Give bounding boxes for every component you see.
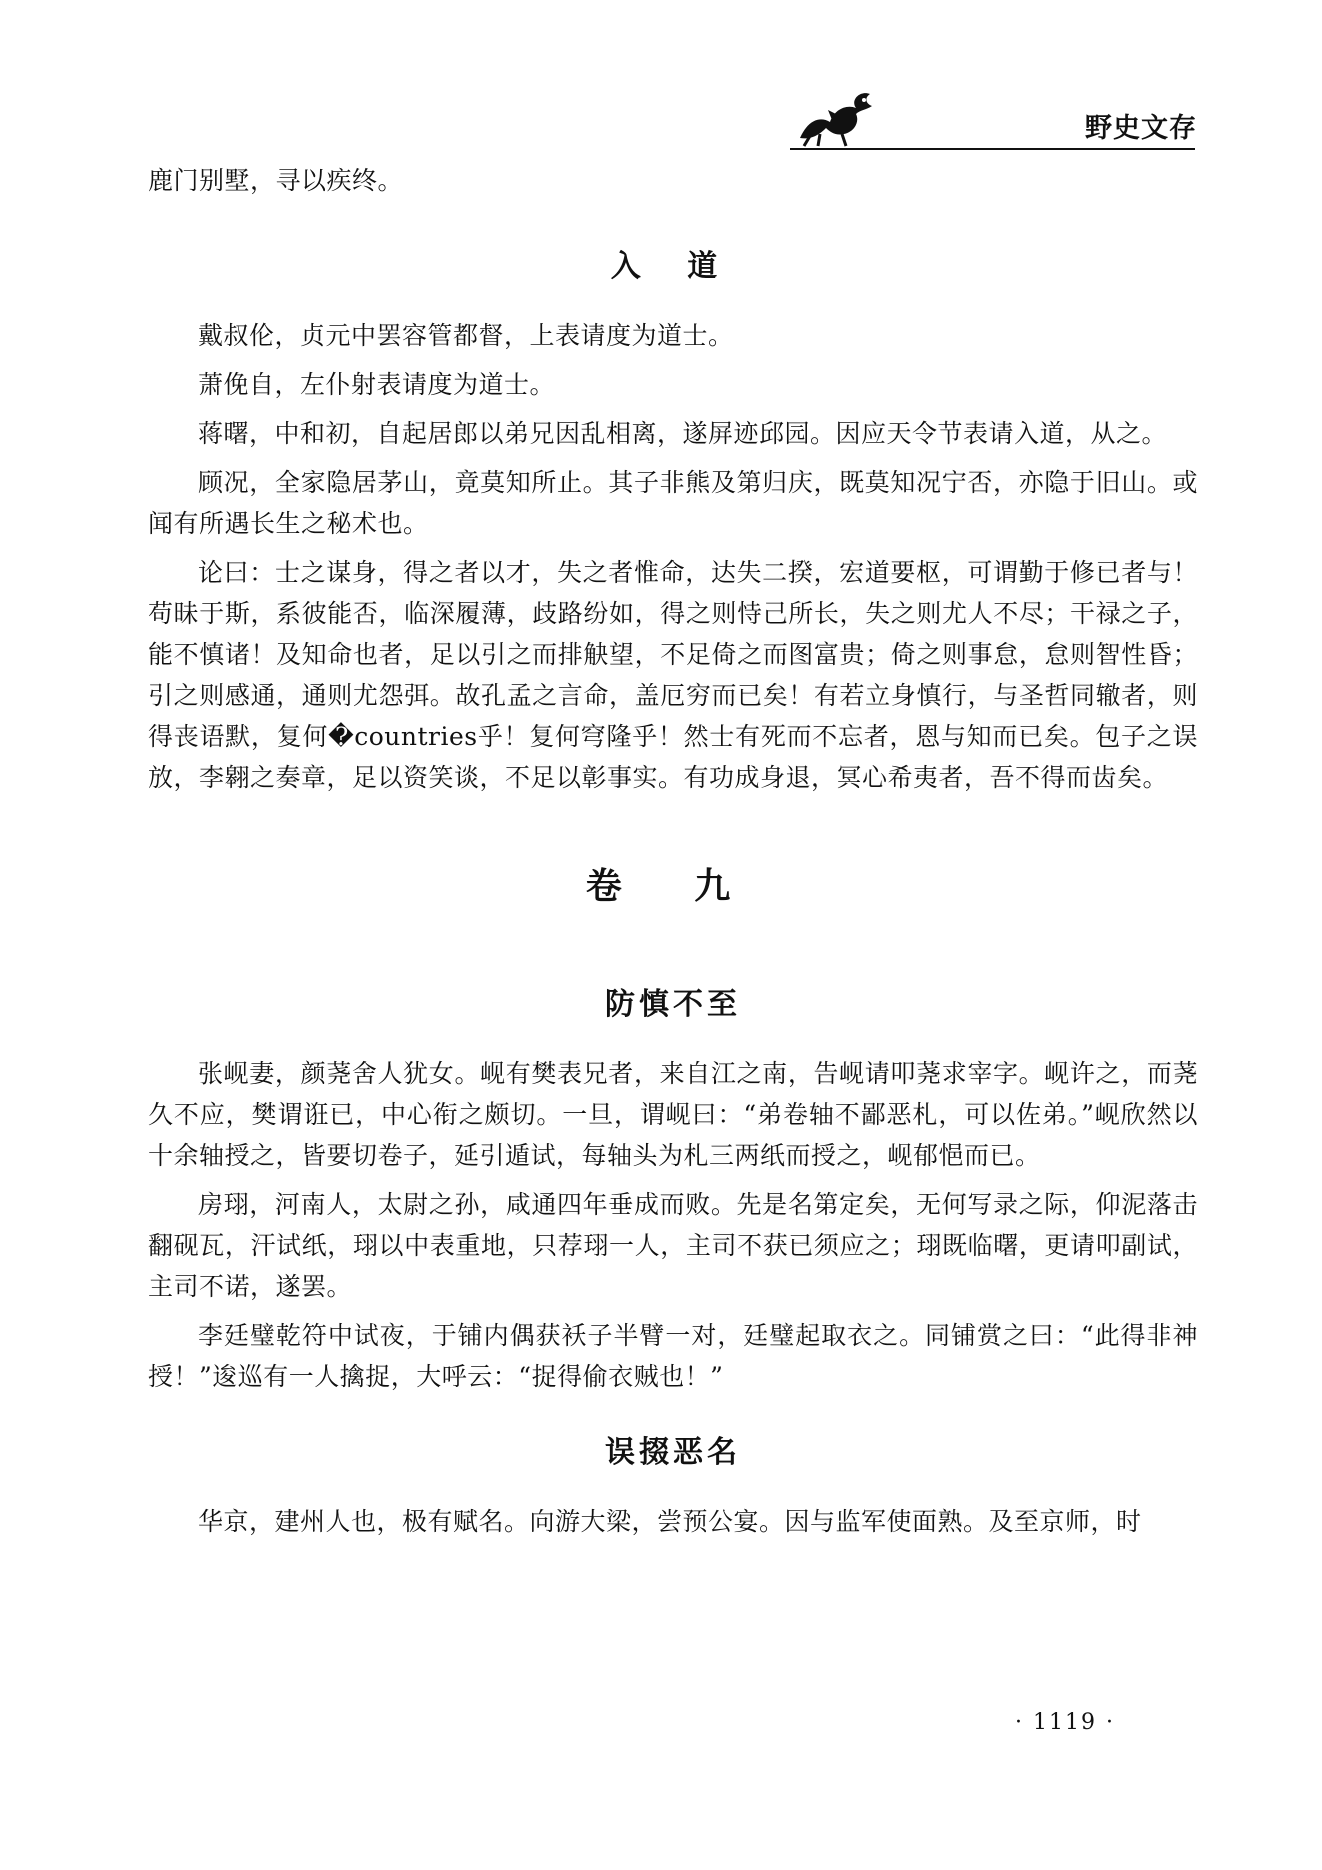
paragraph: 顾况，全家隐居茅山，竟莫知所止。其子非熊及第归庆，既莫知况宁否，亦隐于旧山。或闻有所遇长生之秘术也。 (148, 468, 1198, 538)
dragon-emblem-icon (790, 80, 880, 150)
section-heading: 入 道 (610, 249, 736, 284)
paragraph: 论曰：士之谋身，得之者以才，失之者惟命，达失二揆，宏道要枢，可谓勤于修已者与！苟昧于斯，系彼能否，临深履薄，歧路纷如，得之则恃己所长，失之则尤人不尽；干禄之子，能不慎诸！及知命也者，足以引之而排觖望，不足倚之而图富贵；倚之则事怠，怠则智性昏；引之则感通，通则尤怨弭。故孔孟之言命，盖厄穷而已矣！有若立身慎行，与圣哲同辙者，则得丧语默，复何�countries乎！复何穹隆乎！然士有死而不忘者，恩与知而已矣。包子之误放，李翱之奏章，足以资笑谈，不足以彰事实。有功成身退，冥心希夷者，吾不得而齿矣。 (148, 558, 1198, 792)
paragraph: 张岘妻，颜荛舍人犹女。岘有樊表兄者，来自江之南，告岘请叩荛求宰字。岘许之，而荛久不应，樊谓诳已，中心衔之颇切。一旦，谓岘曰：“弟卷轴不鄙恶札，可以佐弟。”岘欣然以十余轴授之，皆要切卷子，延引遁试，每轴头为札三两纸而授之，岘郁悒而已。 (148, 1059, 1198, 1170)
paragraph: 房珝，河南人，太尉之孙，咸通四年垂成而败。先是名第定矣，无何写录之际，仰泥落击翻砚瓦，汗试纸，珝以中表重地，只荐珝一人，主司不获已须应之；珝既临曙，更请叩副试，主司不诺，遂罢。 (148, 1190, 1198, 1301)
volume-heading: 卷 九 (585, 866, 761, 907)
page-body (148, 160, 1198, 1550)
page-number: · 1119 · (1015, 1710, 1115, 1735)
series-title: 野史文存 (1085, 113, 1197, 144)
header-rule (790, 148, 1195, 150)
page-header (0, 70, 1322, 150)
paragraph: 萧俛自，左仆射表请度为道士。 (198, 370, 556, 399)
paragraph: 戴叔伦，贞元中罢容管都督，上表请度为道士。 (198, 321, 734, 350)
section-heading: 防慎不至 (605, 987, 741, 1022)
paragraph: 蒋曙，中和初，自起居郎以弟兄因乱相离，遂屏迹邱园。因应天令节表请入道，从之。 (198, 419, 1168, 448)
paragraph: 李廷璧乾符中试夜，于铺内偶获袄子半臂一对，廷璧起取衣之。同铺赏之曰：“此得非神授！”逡巡有一人擒捉，大呼云：“捉得偷衣贼也！” (148, 1321, 1198, 1391)
section-heading: 误掇恶名 (605, 1435, 741, 1470)
paragraph: 华京，建州人也，极有赋名。向游大梁，尝预公宴。因与监军使面熟。及至京师，时 (198, 1507, 1142, 1536)
paragraph: 鹿门别墅，寻以疾终。 (148, 166, 404, 195)
